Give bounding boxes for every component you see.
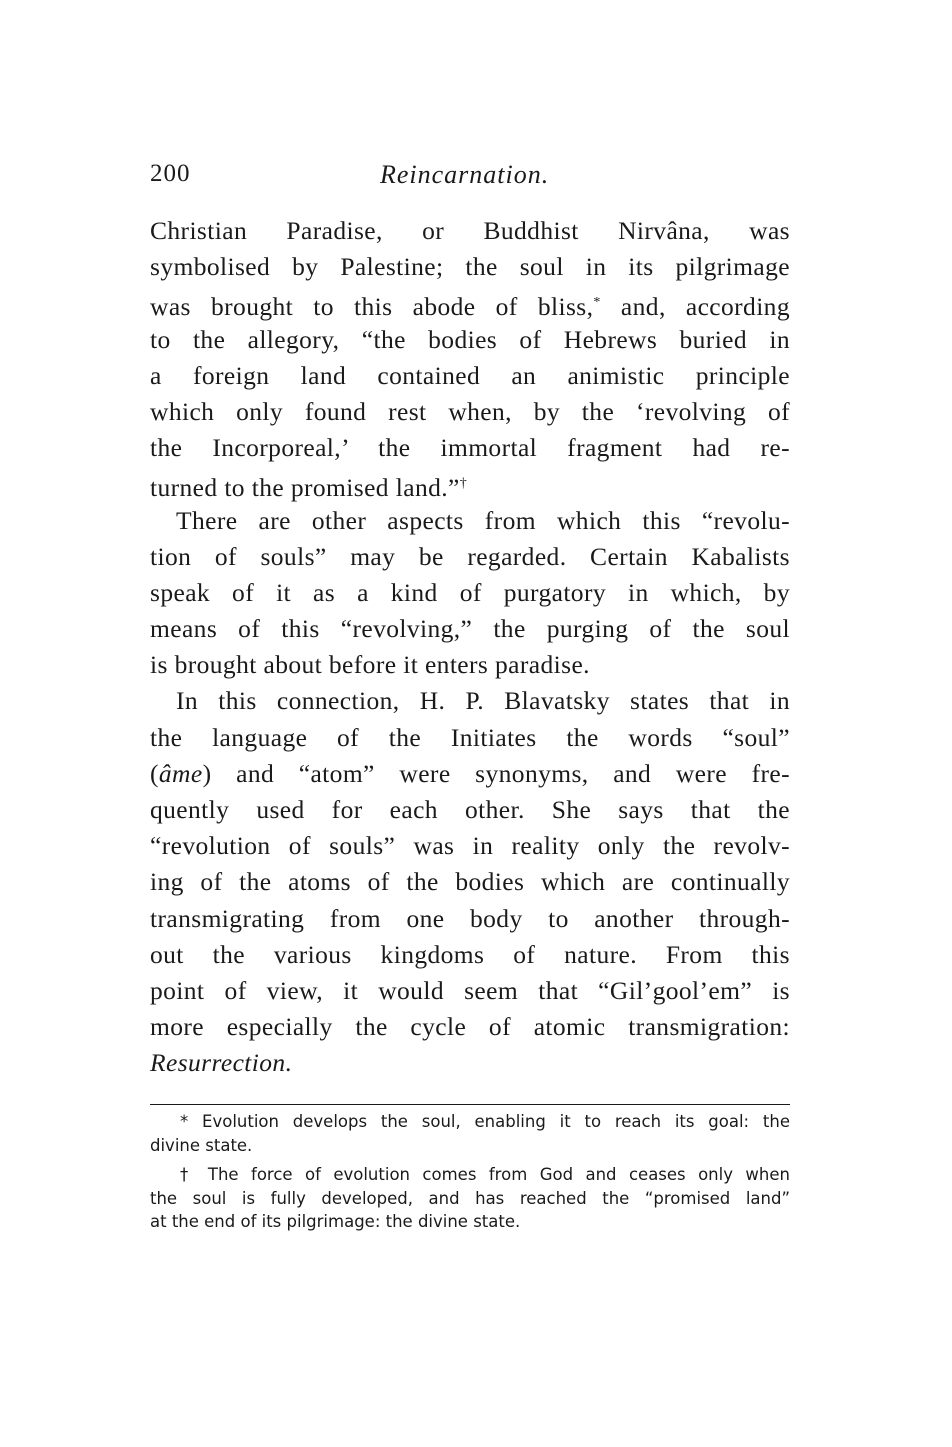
footnote-1	[150, 1110, 790, 1157]
text-line: quently used for each other. She says that the	[150, 795, 790, 824]
body-text	[150, 213, 790, 1082]
text-line: the Incorporeal,’ the immortal fragment had re-	[150, 433, 790, 463]
footnote-line: † The force of evolution comes from God and ceases only when	[180, 1165, 790, 1184]
text-line: “revolution of souls” was in reality only the revolv-	[150, 831, 790, 861]
text-line: a foreign land contained an animistic principle	[150, 360, 790, 390]
paragraph-3	[150, 683, 790, 1081]
text-line: tion of souls” may be regarded. Certain Kabalists	[150, 541, 790, 571]
footnote-line: at the end of its pilgrimage: the divine state.	[150, 1212, 521, 1231]
text-line: which only found rest when, by the ‘revolving of	[150, 396, 790, 426]
text-line: the language of the Initiates the words “soul”	[150, 722, 790, 752]
footnotes	[150, 1110, 790, 1234]
text-line: to the allegory, “the bodies of Hebrews buried in	[150, 324, 790, 354]
paragraph-2	[150, 503, 790, 684]
running-head	[150, 160, 790, 196]
text-line: out the various kingdoms of nature. From this	[150, 939, 790, 969]
running-title: Reincarnation.	[380, 160, 550, 189]
text-line: transmigrating from one body to another through-	[150, 903, 790, 933]
text-line: Christian Paradise, or Buddhist Nirvâna, was	[150, 216, 790, 245]
footnote-line: * Evolution develops the soul, enabling it to reach its goal: the	[180, 1112, 790, 1131]
text-line: Resurrection.	[150, 1048, 293, 1078]
footnote-2	[150, 1163, 790, 1234]
italic-word: âme	[158, 758, 203, 788]
text-line: (âme) and “atom” were synonyms, and were fre-	[150, 758, 790, 788]
text-line: is brought about before it enters paradise.	[150, 650, 590, 680]
text-line: symbolised by Palestine; the soul in its pilgrimage	[150, 252, 790, 282]
text-line: In this connection, H. P. Blavatsky states that in	[176, 686, 790, 716]
footnote-ref-dagger: †	[459, 476, 468, 492]
text-line: ing of the atoms of the bodies which are continually	[150, 867, 790, 897]
footnote-line: divine state.	[150, 1135, 253, 1155]
text-line: was brought to this abode of bliss,* and, according	[150, 292, 790, 322]
footnote-divider	[150, 1104, 790, 1105]
text-line: point of view, it would seem that “Gil’gool’em” is	[150, 975, 790, 1005]
paragraph-1	[150, 213, 790, 503]
footnote-line: the soul is fully developed, and has reached the “promised land”	[150, 1188, 790, 1208]
footnote-ref-asterisk: *	[593, 295, 601, 311]
text-line: speak of it as a kind of purgatory in which, by	[150, 577, 790, 607]
text-line: There are other aspects from which this “revolu-	[176, 505, 790, 535]
text-line: turned to the promised land.”†	[150, 473, 468, 503]
page-number: 200	[150, 160, 191, 187]
text-line: more especially the cycle of atomic transmigration:	[150, 1012, 790, 1042]
text-line: means of this “revolving,” the purging of the soul	[150, 614, 790, 644]
